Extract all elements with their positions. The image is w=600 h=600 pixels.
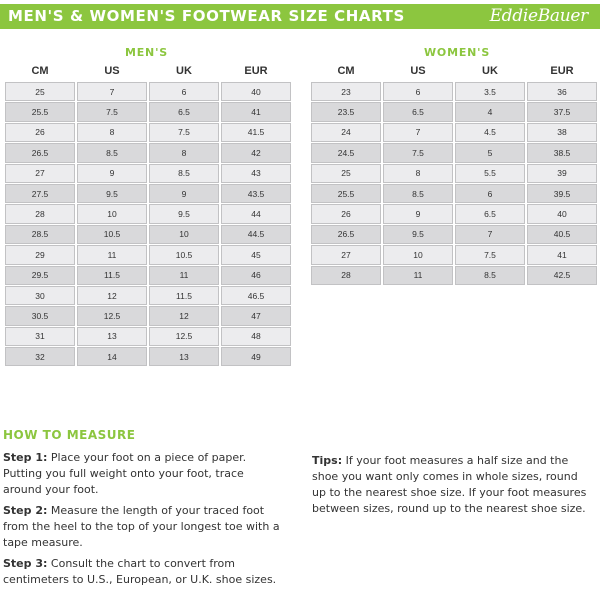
- column-header-uk: UK: [482, 65, 498, 77]
- mens-size-table: [3, 60, 293, 367]
- table-row: [311, 82, 597, 101]
- table-cell-eur: 46: [221, 266, 291, 285]
- table-cell-eur: 46.5: [221, 286, 291, 305]
- table-cell-uk: 8.5: [455, 266, 525, 285]
- table-cell-eur: 39.5: [527, 184, 597, 203]
- table-cell-us: 12.5: [77, 306, 147, 325]
- header-banner: [0, 4, 600, 29]
- table-row: [311, 102, 597, 121]
- table-cell-uk: 8: [149, 143, 219, 162]
- table-cell-us: 11: [77, 245, 147, 264]
- column-header-us: US: [410, 65, 426, 77]
- table-cell-cm: 25: [311, 164, 381, 183]
- table-cell-cm: 31: [5, 327, 75, 346]
- table-cell-uk: 13: [149, 347, 219, 366]
- table-cell-uk: 4.5: [455, 123, 525, 142]
- table-cell-cm: 25.5: [5, 102, 75, 121]
- table-cell-eur: 40: [221, 82, 291, 101]
- table-cell-us: 7.5: [383, 143, 453, 162]
- table-cell-eur: 47: [221, 306, 291, 325]
- brand-logo: EddieBauer: [489, 6, 588, 26]
- table-cell-uk: 9: [149, 184, 219, 203]
- table-cell-cm: 26.5: [311, 225, 381, 244]
- table-row: [311, 184, 597, 203]
- table-cell-cm: 29: [5, 245, 75, 264]
- table-cell-cm: 29.5: [5, 266, 75, 285]
- table-row: [5, 204, 291, 223]
- table-row: [311, 245, 597, 264]
- table-cell-us: 10: [77, 204, 147, 223]
- step-label: Step 3:: [3, 557, 48, 570]
- table-cell-uk: 6: [149, 82, 219, 101]
- table-cell-eur: 41.5: [221, 123, 291, 142]
- table-cell-cm: 26: [5, 123, 75, 142]
- table-cell-uk: 4: [455, 102, 525, 121]
- column-header-cm: CM: [337, 65, 355, 77]
- table-cell-eur: 38.5: [527, 143, 597, 162]
- table-cell-uk: 6.5: [455, 204, 525, 223]
- table-row: [5, 184, 291, 203]
- table-row: [5, 143, 291, 162]
- table-cell-eur: 41: [527, 245, 597, 264]
- mens-section-title: MEN'S: [125, 46, 168, 59]
- table-cell-eur: 40: [527, 204, 597, 223]
- table-cell-cm: 26: [311, 204, 381, 223]
- table-cell-uk: 5: [455, 143, 525, 162]
- table-cell-eur: 41: [221, 102, 291, 121]
- table-cell-us: 8: [383, 164, 453, 183]
- table-cell-uk: 11.5: [149, 286, 219, 305]
- table-cell-uk: 12.5: [149, 327, 219, 346]
- table-cell-uk: 9.5: [149, 204, 219, 223]
- table-cell-uk: 10: [149, 225, 219, 244]
- page-title: MEN'S & WOMEN'S FOOTWEAR SIZE CHARTS: [8, 7, 405, 25]
- table-cell-us: 9: [383, 204, 453, 223]
- tips: [312, 453, 592, 517]
- table-cell-eur: 45: [221, 245, 291, 264]
- step-text: Measure the length of your traced foot from the heel to the top of your longest toe with a tape measure.: [3, 504, 280, 549]
- table-cell-eur: 36: [527, 82, 597, 101]
- table-cell-uk: 3.5: [455, 82, 525, 101]
- table-cell-us: 7: [77, 82, 147, 101]
- table-row: [311, 266, 597, 285]
- table-cell-uk: 10.5: [149, 245, 219, 264]
- table-cell-us: 6: [383, 82, 453, 101]
- table-cell-eur: 48: [221, 327, 291, 346]
- table-cell-us: 9.5: [383, 225, 453, 244]
- table-cell-eur: 40.5: [527, 225, 597, 244]
- table-cell-eur: 44.5: [221, 225, 291, 244]
- table-row: [5, 225, 291, 244]
- table-cell-cm: 25: [5, 82, 75, 101]
- column-header-eur: EUR: [244, 65, 268, 77]
- table-cell-eur: 37.5: [527, 102, 597, 121]
- table-cell-uk: 6: [455, 184, 525, 203]
- womens-size-table: [309, 60, 599, 286]
- step-label: Step 1:: [3, 451, 48, 464]
- table-cell-cm: 27.5: [5, 184, 75, 203]
- step-text: Place your foot on a piece of paper. Putting you full weight onto your foot, trace around your foot.: [3, 451, 247, 496]
- table-cell-cm: 30.5: [5, 306, 75, 325]
- table-cell-cm: 23: [311, 82, 381, 101]
- table-row: [5, 82, 291, 101]
- table-cell-uk: 11: [149, 266, 219, 285]
- tips-label: Tips:: [312, 454, 343, 467]
- table-cell-us: 6.5: [383, 102, 453, 121]
- table-row: [5, 164, 291, 183]
- womens-section-title: WOMEN'S: [424, 46, 491, 59]
- table-cell-uk: 7.5: [149, 123, 219, 142]
- table-row: [311, 143, 597, 162]
- table-cell-us: 8: [77, 123, 147, 142]
- table-header-row: [311, 61, 597, 81]
- table-cell-cm: 30: [5, 286, 75, 305]
- table-row: [5, 347, 291, 366]
- table-row: [311, 164, 597, 183]
- table-row: [5, 266, 291, 285]
- step-label: Step 2:: [3, 504, 48, 517]
- step-1: [3, 450, 283, 498]
- table-cell-us: 10.5: [77, 225, 147, 244]
- table-cell-us: 8.5: [383, 184, 453, 203]
- table-cell-cm: 28.5: [5, 225, 75, 244]
- table-cell-uk: 5.5: [455, 164, 525, 183]
- table-cell-eur: 39: [527, 164, 597, 183]
- table-cell-cm: 28: [311, 266, 381, 285]
- column-header-eur: EUR: [550, 65, 574, 77]
- how-to-measure-title: HOW TO MEASURE: [3, 428, 136, 442]
- table-row: [5, 327, 291, 346]
- table-cell-us: 9: [77, 164, 147, 183]
- table-cell-uk: 7.5: [455, 245, 525, 264]
- table-cell-eur: 44: [221, 204, 291, 223]
- table-cell-cm: 27: [5, 164, 75, 183]
- column-header-cm: CM: [31, 65, 49, 77]
- table-cell-eur: 43.5: [221, 184, 291, 203]
- table-cell-us: 14: [77, 347, 147, 366]
- table-row: [311, 204, 597, 223]
- table-cell-cm: 25.5: [311, 184, 381, 203]
- table-cell-eur: 42.5: [527, 266, 597, 285]
- table-cell-uk: 6.5: [149, 102, 219, 121]
- table-cell-us: 8.5: [77, 143, 147, 162]
- table-cell-eur: 43: [221, 164, 291, 183]
- table-cell-uk: 12: [149, 306, 219, 325]
- table-cell-us: 7.5: [77, 102, 147, 121]
- table-cell-us: 13: [77, 327, 147, 346]
- column-header-uk: UK: [176, 65, 192, 77]
- table-row: [5, 245, 291, 264]
- table-row: [311, 123, 597, 142]
- table-cell-us: 11: [383, 266, 453, 285]
- table-cell-eur: 38: [527, 123, 597, 142]
- table-cell-cm: 24.5: [311, 143, 381, 162]
- table-cell-us: 10: [383, 245, 453, 264]
- table-row: [5, 123, 291, 142]
- table-cell-cm: 28: [5, 204, 75, 223]
- table-cell-cm: 27: [311, 245, 381, 264]
- table-cell-cm: 23.5: [311, 102, 381, 121]
- table-cell-cm: 26.5: [5, 143, 75, 162]
- table-header-row: [5, 61, 291, 81]
- step-3: [3, 556, 283, 588]
- step-text: Consult the chart to convert from centimeters to U.S., European, or U.K. shoe sizes.: [3, 557, 277, 586]
- table-cell-eur: 42: [221, 143, 291, 162]
- table-cell-us: 11.5: [77, 266, 147, 285]
- table-row: [5, 286, 291, 305]
- table-row: [5, 102, 291, 121]
- table-cell-uk: 7: [455, 225, 525, 244]
- table-cell-cm: 24: [311, 123, 381, 142]
- table-cell-eur: 49: [221, 347, 291, 366]
- step-2: [3, 503, 283, 551]
- table-cell-us: 12: [77, 286, 147, 305]
- column-header-us: US: [104, 65, 120, 77]
- table-cell-uk: 8.5: [149, 164, 219, 183]
- table-cell-us: 7: [383, 123, 453, 142]
- table-cell-us: 9.5: [77, 184, 147, 203]
- table-row: [311, 225, 597, 244]
- table-cell-cm: 32: [5, 347, 75, 366]
- tips-text: If your foot measures a half size and the shoe you want only comes in whole sizes, round up to the nearest shoe size. If your foot measures between sizes, round up to the nearest shoe size.: [312, 454, 587, 515]
- table-row: [5, 306, 291, 325]
